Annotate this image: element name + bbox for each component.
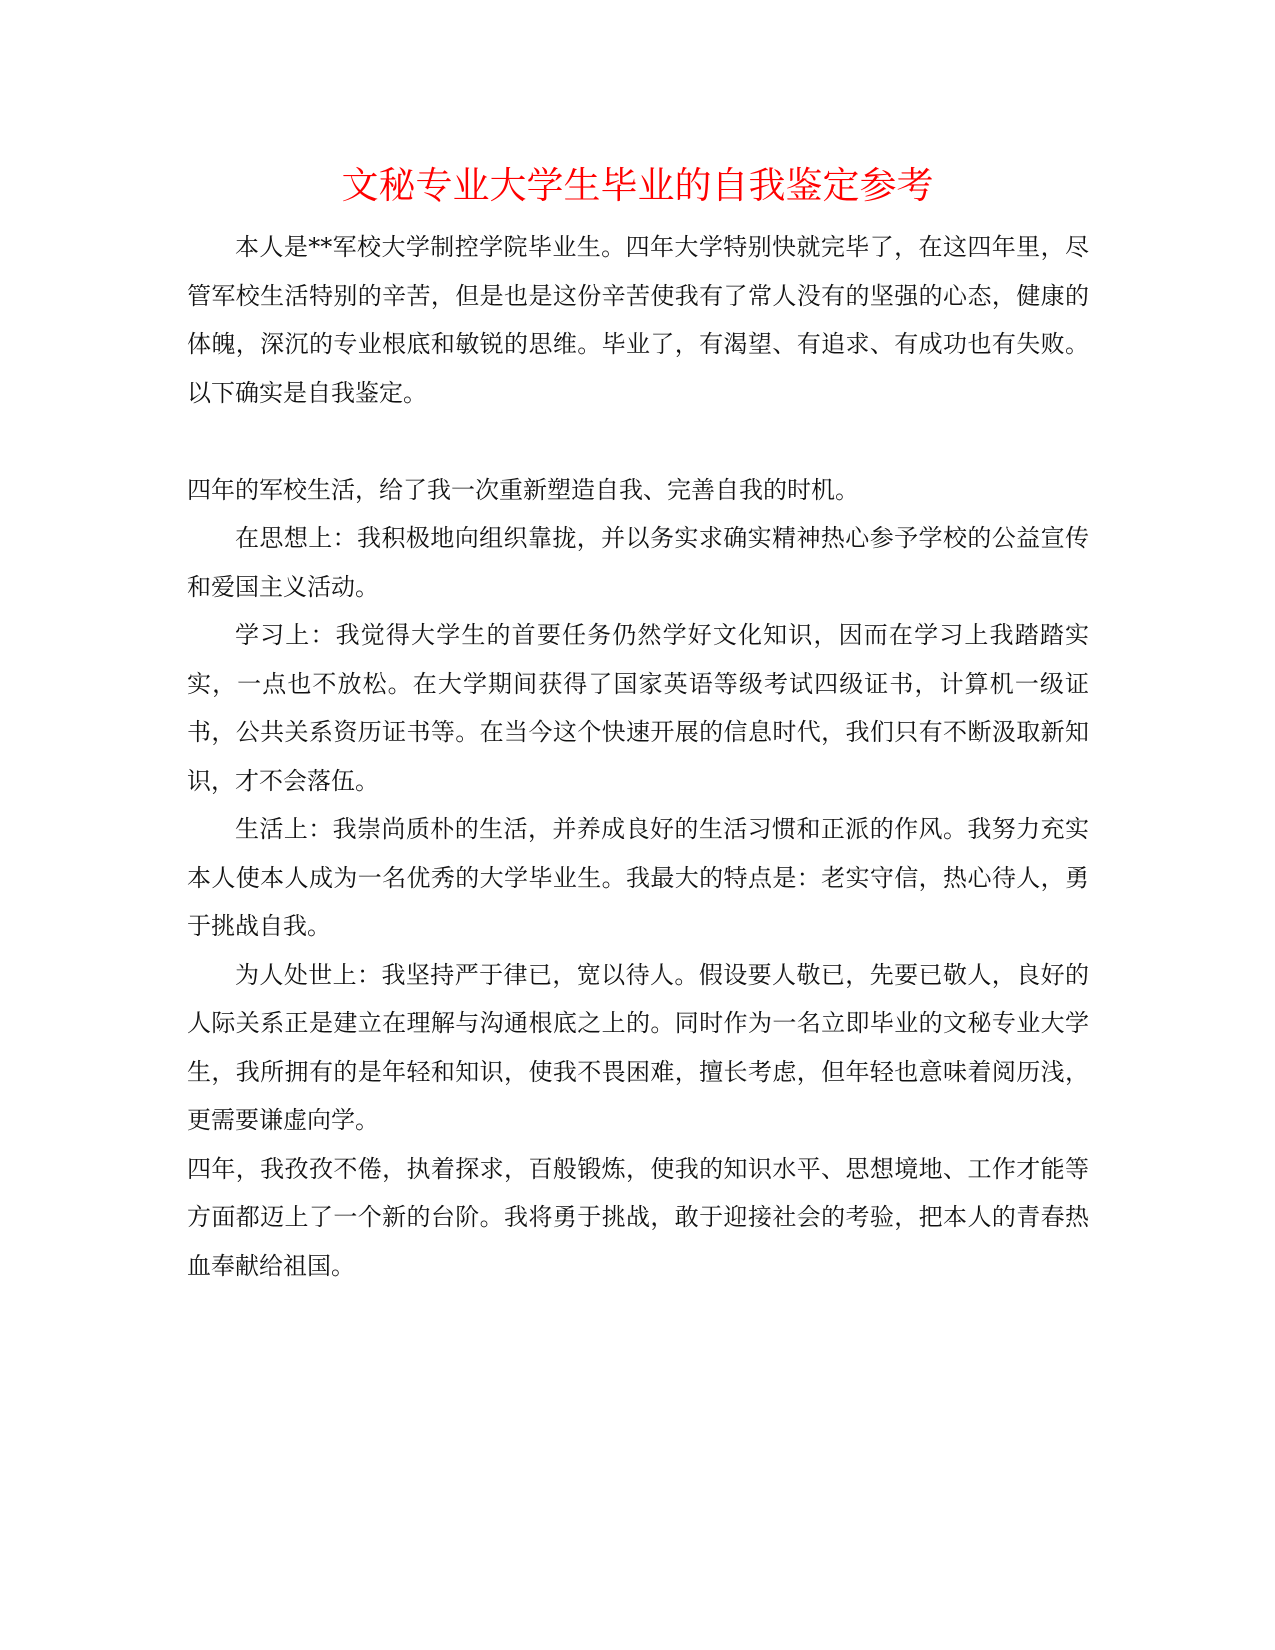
document-title: 文秘专业大学生毕业的自我鉴定参考 bbox=[341, 164, 934, 207]
paragraph-conduct: 为人处世上：我坚持严于律已，宽以待人。假设要人敬已，先要已敬人，良好的人际关系正是建立在理解与沟通根底之上的。同时作为一名立即毕业的文秘专业大学生，我所拥有的是年轻和知识，使我不畏困难，擅长考虑，但年轻也意味着阅历浅，更需要谦虚向学。 bbox=[187, 960, 1089, 1134]
paragraph-study: 学习上：我觉得大学生的首要任务仍然学好文化知识，因而在学习上我踏踏实实，一点也不放松。在大学期间获得了国家英语等级考试四级证书，计算机一级证书，公共关系资历证书等。在当今这个快速开展的信息时代，我们只有不断汲取新知识，才不会落伍。 bbox=[187, 621, 1089, 795]
paragraph-conclusion: 四年，我孜孜不倦，执着探求，百般锻炼，使我的知识水平、思想境地、工作才能等方面都迈上了一个新的台阶。我将勇于挑战，敢于迎接社会的考验，把本人的青春热血奉献给祖国。 bbox=[187, 1154, 1089, 1280]
paragraph-thought: 在思想上：我积极地向组织靠拢，并以务实求确实精神热心参予学校的公益宣传和爱国主义活动。 bbox=[187, 524, 1089, 601]
paragraph-spacer bbox=[187, 417, 1089, 466]
document-body bbox=[187, 223, 1089, 1290]
paragraph-military-life: 四年的军校生活，给了我一次重新塑造自我、完善自我的时机。 bbox=[187, 475, 859, 504]
paragraph-intro: 本人是**军校大学制控学院毕业生。四年大学特别快就完毕了，在这四年里，尽管军校生活特别的辛苦，但是也是这份辛苦使我有了常人没有的坚强的心态，健康的体魄，深沉的专业根底和敏锐的思维。毕业了，有渴望、有追求、有成功也有失败。以下确实是自我鉴定。 bbox=[187, 233, 1089, 407]
paragraph-life: 生活上：我崇尚质朴的生活，并养成良好的生活习惯和正派的作风。我努力充实本人使本人成为一名优秀的大学毕业生。我最大的特点是：老实守信，热心待人，勇于挑战自我。 bbox=[187, 815, 1089, 940]
